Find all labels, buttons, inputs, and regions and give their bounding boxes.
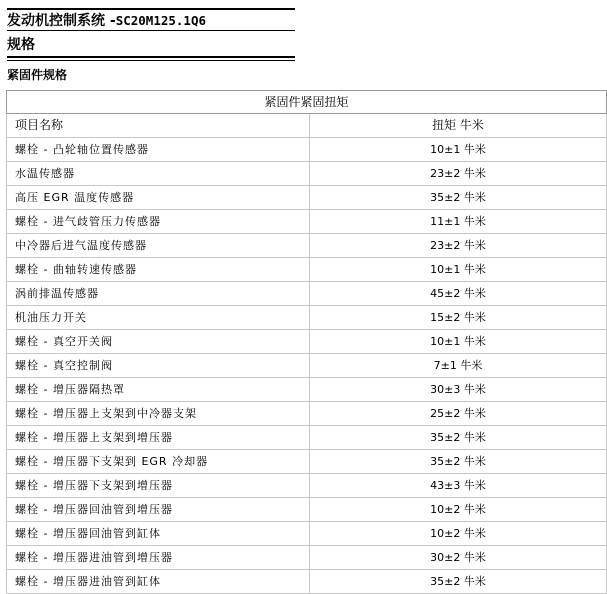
fastener-name-cell: 螺栓 - 增压器回油管到缸体 [7, 522, 310, 546]
table-row [7, 186, 607, 210]
torque-value-cell: 43±3 牛米 [310, 474, 607, 498]
torque-value-cell: 10±1 牛米 [310, 330, 607, 354]
table-row [7, 282, 607, 306]
fastener-name-cell: 螺栓 - 增压器进油管到缸体 [7, 570, 310, 594]
fastener-name-cell: 螺栓 - 增压器下支架到 EGR 冷却器 [7, 450, 310, 474]
table-row [7, 426, 607, 450]
fastener-name-cell: 螺栓 - 真空开关阀 [7, 330, 310, 354]
torque-value-cell: 23±2 牛米 [310, 162, 607, 186]
table-row [7, 546, 607, 570]
torque-value-cell: 35±2 牛米 [310, 186, 607, 210]
fastener-name-cell: 高压 EGR 温度传感器 [7, 186, 310, 210]
fastener-name-cell: 螺栓 - 曲轴转速传感器 [7, 258, 310, 282]
fastener-torque-table [6, 90, 607, 594]
column-header-torque: 扭矩 牛米 [310, 114, 607, 138]
torque-value-cell: 7±1 牛米 [310, 354, 607, 378]
table-row [7, 210, 607, 234]
fastener-name-cell: 螺栓 - 真空控制阀 [7, 354, 310, 378]
fastener-name-cell: 螺栓 - 增压器上支架到增压器 [7, 426, 310, 450]
fastener-name-cell: 螺栓 - 增压器进油管到增压器 [7, 546, 310, 570]
torque-value-cell: 11±1 牛米 [310, 210, 607, 234]
title-divider [7, 30, 295, 31]
table-row [7, 450, 607, 474]
document-model-number: SC20M125.1Q6 [115, 13, 206, 28]
fastener-name-cell: 螺栓 - 进气歧管压力传感器 [7, 210, 310, 234]
table-row [7, 330, 607, 354]
document-title [7, 8, 295, 30]
table-body [7, 138, 607, 594]
table-row [7, 162, 607, 186]
torque-value-cell: 10±1 牛米 [310, 258, 607, 282]
table-header-row [7, 114, 607, 138]
torque-value-cell: 25±2 牛米 [310, 402, 607, 426]
torque-value-cell: 35±2 牛米 [310, 570, 607, 594]
torque-value-cell: 10±2 牛米 [310, 522, 607, 546]
table-row [7, 306, 607, 330]
torque-value-cell: 35±2 牛米 [310, 450, 607, 474]
table-row [7, 138, 607, 162]
torque-value-cell: 15±2 牛米 [310, 306, 607, 330]
table-row [7, 474, 607, 498]
subsection-title: 紧固件规格 [7, 68, 68, 82]
torque-value-cell: 30±2 牛米 [310, 546, 607, 570]
torque-value-cell: 10±1 牛米 [310, 138, 607, 162]
fastener-name-cell: 螺栓 - 增压器下支架到增压器 [7, 474, 310, 498]
torque-value-cell: 10±2 牛米 [310, 498, 607, 522]
fastener-torque-table-container [6, 90, 601, 588]
torque-value-cell: 45±2 牛米 [310, 282, 607, 306]
fastener-name-cell: 涡前排温传感器 [7, 282, 310, 306]
table-row [7, 354, 607, 378]
torque-value-cell: 35±2 牛米 [310, 426, 607, 450]
fastener-name-cell: 机油压力开关 [7, 306, 310, 330]
table-row [7, 258, 607, 282]
fastener-name-cell: 螺栓 - 增压器上支架到中冷器支架 [7, 402, 310, 426]
fastener-name-cell: 螺栓 - 增压器隔热罩 [7, 378, 310, 402]
table-row [7, 522, 607, 546]
document-title-prefix: 发动机控制系统 - [7, 13, 116, 29]
table-caption: 紧固件紧固扭矩 [7, 91, 607, 114]
table-row [7, 402, 607, 426]
section-divider-thick [7, 56, 295, 58]
fastener-name-cell: 螺栓 - 凸轮轴位置传感器 [7, 138, 310, 162]
torque-value-cell: 23±2 牛米 [310, 234, 607, 258]
table-row [7, 234, 607, 258]
column-header-name: 项目名称 [7, 114, 310, 138]
section-divider-thin [7, 60, 295, 61]
table-row [7, 378, 607, 402]
fastener-name-cell: 水温传感器 [7, 162, 310, 186]
table-row [7, 498, 607, 522]
table-row [7, 570, 607, 594]
fastener-name-cell: 中冷器后进气温度传感器 [7, 234, 310, 258]
fastener-name-cell: 螺栓 - 增压器回油管到增压器 [7, 498, 310, 522]
torque-value-cell: 30±3 牛米 [310, 378, 607, 402]
section-title: 规格 [7, 37, 35, 53]
